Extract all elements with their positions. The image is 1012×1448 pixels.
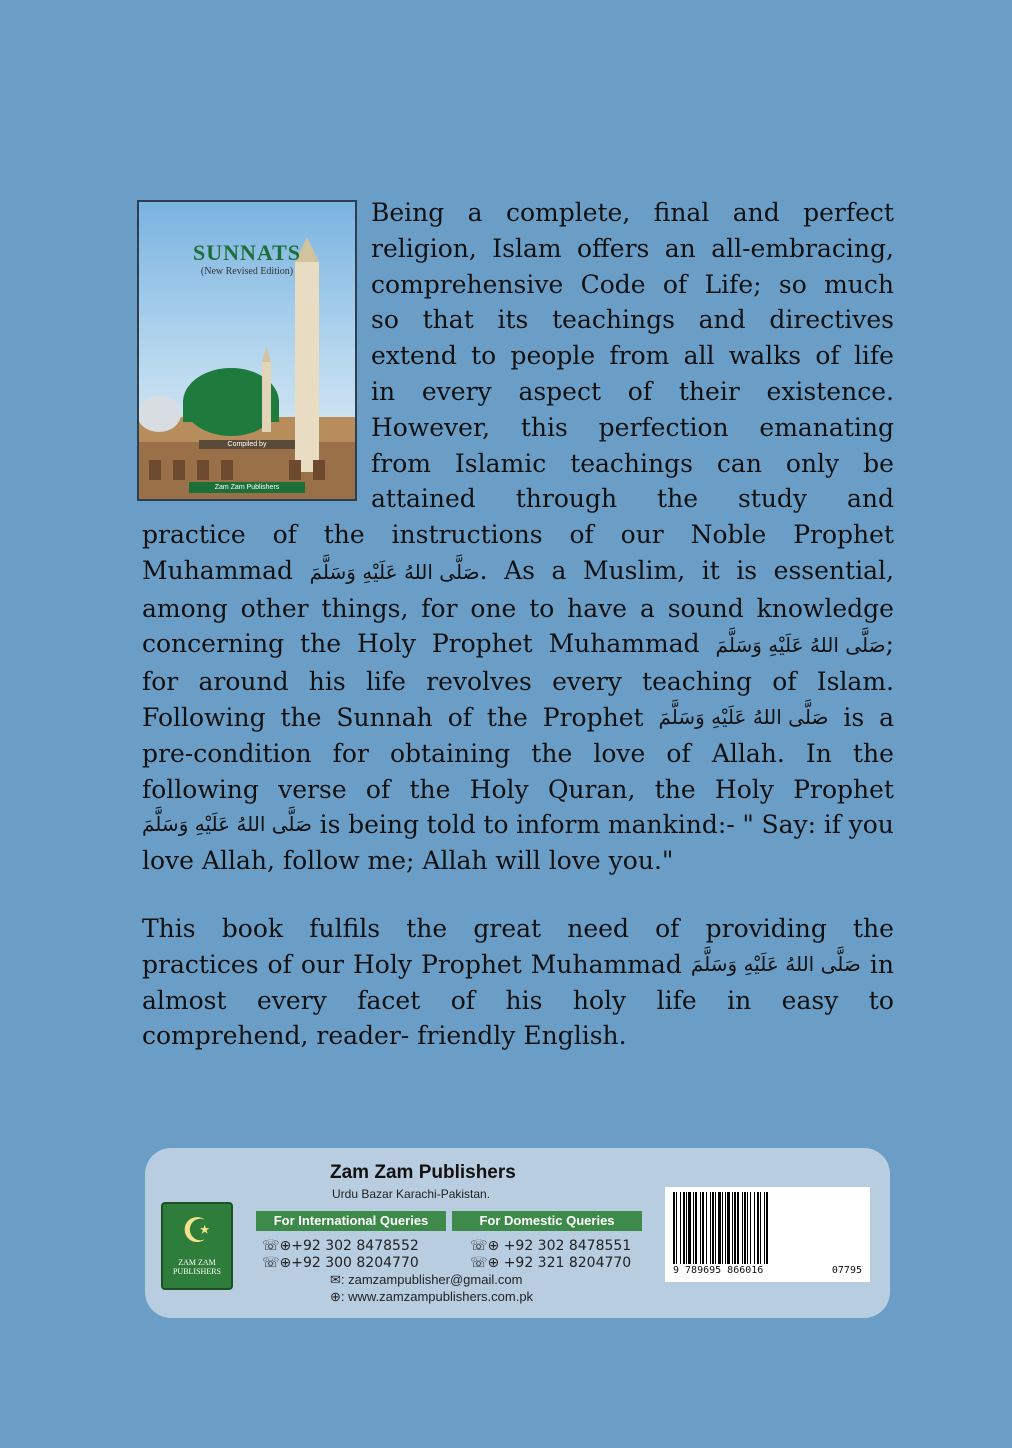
text-line: attained through the study and (371, 484, 894, 514)
text-line: pre-condition for obtaining the love of Allah. In the (142, 738, 894, 768)
barcode-bar (766, 1192, 768, 1264)
text-line: concerning the Holy Prophet Muhammad صَلَّى اللهُ عَلَيْهِ وَسَلَّمَ; (142, 626, 894, 664)
text-fragment: practices (142, 949, 259, 979)
text-line: comprehend, reader- friendly English. (142, 1021, 627, 1051)
blurb-paragraph-2 (142, 911, 894, 1054)
cover-title: SUNNATS (192, 240, 302, 265)
text-fragment: . (479, 555, 488, 585)
publisher-logo (161, 1202, 233, 1290)
text-line: almost every facet of his holy life in easy to (142, 985, 894, 1015)
text-fragment: concerning (142, 629, 285, 659)
text-line: practice of the instructions of our Noble Prophet (142, 520, 894, 549)
text-line: among other things, for one to have a sound knowledge (142, 593, 894, 623)
dom-phone-2[interactable]: ☏⊕ +92 321 8204770 (470, 1255, 632, 1271)
cover-publisher: Zam Zam Publishers (189, 482, 305, 493)
intl-phone-2[interactable]: ☏⊕+92 300 8204770 (262, 1255, 419, 1271)
text-line: صَلَّى اللهُ عَلَيْهِ وَسَلَّمَ is being told to inform mankind:- " Say: if you (142, 807, 894, 843)
blurb-wrapped-text (371, 195, 894, 517)
email-contact[interactable]: ✉: zamzampublisher@gmail.com (330, 1272, 523, 1287)
salawat-calligraphy: صَلَّى اللهُ عَلَيْهِ وَسَلَّمَ (690, 951, 861, 976)
isbn-barcode (665, 1187, 870, 1282)
isbn-number: 9 789695 866016 (673, 1265, 764, 1276)
dom-phone-1[interactable]: ☏⊕ +92 302 8478551 (470, 1238, 632, 1254)
text-line: so that its teachings and directives (371, 305, 894, 335)
text-fragment: is (843, 702, 865, 732)
domestic-queries-label: For Domestic Queries (452, 1211, 642, 1231)
text-line: for around his life revolves every teaching of Islam. (142, 667, 894, 697)
cover-compiler: Compiled by (199, 440, 295, 449)
text-line: Muhammad صَلَّى اللهُ عَلَيْهِ وَسَلَّمَ. As a Muslim, it is essential, (142, 555, 894, 585)
text-fragment: is (319, 810, 341, 840)
blurb-paragraph-1 (142, 517, 894, 879)
website-contact[interactable]: ⊕: www.zamzampublishers.com.pk (330, 1289, 534, 1304)
salawat-calligraphy: صَلَّى اللهُ عَلَيْهِ وَسَلَّمَ (658, 704, 829, 729)
cover-subtitle: (New Revised Edition) (200, 266, 294, 277)
barcode-bars (673, 1192, 862, 1264)
publisher-name: Zam Zam Publishers (330, 1162, 516, 1183)
barcode-numbers (673, 1265, 862, 1276)
salawat-calligraphy: صَلَّى اللهُ عَلَيْهِ وَسَلَّمَ (142, 812, 312, 837)
text-line: love Allah, follow me; Allah will love you." (142, 846, 674, 876)
logo-emblem-icon: ☪ (181, 1211, 213, 1251)
intl-phone-1[interactable]: ☏⊕+92 302 8478552 (262, 1238, 419, 1254)
text-line: However, this perfection emanating (371, 412, 894, 442)
text-line: extend to people from all walks of life (371, 341, 894, 371)
text-line: from Islamic teachings can only be (371, 448, 894, 478)
text-line: Following the Sunnah of the Prophet صَلَّى اللهُ عَلَيْهِ وَسَلَّمَ is a (142, 700, 894, 736)
publisher-address: Urdu Bazar Karachi-Pakistan. (332, 1187, 491, 1201)
text-line: This book fulfils the great need of providing the (142, 914, 894, 943)
book-cover-thumbnail (137, 200, 357, 501)
salawat-calligraphy: صَلَّى اللهُ عَلَيْهِ وَسَلَّمَ (309, 559, 480, 584)
salawat-calligraphy: صَلَّى اللهُ عَلَيْهِ وَسَلَّمَ (715, 633, 886, 658)
price-code: 07795 (831, 1265, 862, 1276)
text-line: Being a complete, final and perfect (371, 198, 894, 227)
text-line: in every aspect of their existence. (371, 376, 894, 406)
text-line: practices of our Holy Prophet Muhammad صَلَّى اللهُ عَلَيْهِ وَسَلَّمَ in (142, 947, 894, 983)
international-queries-label: For International Queries (256, 1211, 446, 1231)
text-line: following verse of the Holy Quran, the Holy Prophet (142, 774, 894, 804)
text-line: religion, Islam offers an all-embracing, (371, 233, 894, 263)
text-fragment: Following (142, 702, 266, 732)
text-line: comprehensive Code of Life; so much (371, 269, 894, 299)
logo-text: ZAM ZAM PUBLISHERS (172, 1258, 221, 1276)
